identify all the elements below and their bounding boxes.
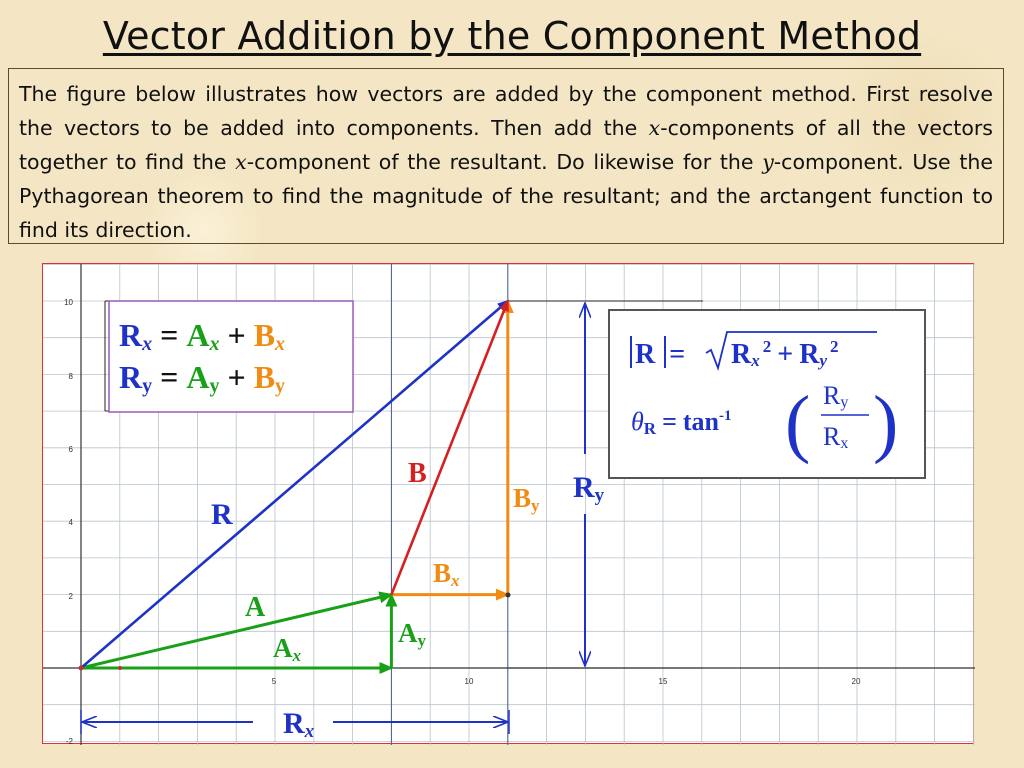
direction-equals: = — [662, 407, 677, 436]
vector-diagram — [42, 263, 974, 744]
label-bx — [433, 558, 460, 590]
sqrt-rx-sub: x — [751, 351, 760, 370]
x-tick-label: 10 — [464, 677, 474, 686]
label-bx-sub: x — [451, 571, 460, 590]
x-tick-label: 20 — [851, 677, 861, 686]
tan-inverse: -1 — [719, 408, 732, 424]
label-ry-sub: y — [594, 485, 605, 506]
label-r: R — [211, 498, 233, 531]
label-by-base: B — [513, 483, 532, 513]
intro-text-box — [8, 68, 1004, 244]
sqrt-sq-1: 2 — [762, 337, 772, 356]
paren-left: ( — [785, 381, 811, 465]
label-ay-base: A — [398, 618, 418, 648]
label-ry — [573, 471, 605, 506]
eq2-b: B — [253, 359, 276, 395]
tick-point — [118, 666, 122, 670]
page-title: Vector Addition by the Component Method — [102, 14, 922, 58]
sqrt-ry: R — [799, 339, 820, 370]
num-sub: y — [840, 394, 849, 411]
label-by-sub: y — [531, 496, 540, 515]
eq2-b-sub: y — [275, 375, 286, 397]
theta: θ — [631, 407, 644, 436]
label-ax-base: A — [273, 633, 293, 663]
eq1-r-sub: x — [142, 333, 153, 355]
origin-point — [79, 666, 84, 671]
eq2-r: R — [119, 359, 143, 395]
label-ay-sub: y — [417, 631, 426, 650]
intro-var-x-2: x — [235, 150, 247, 174]
y-tick-label: 10 — [64, 298, 73, 307]
label-ax — [273, 633, 302, 665]
eq2-equals: = — [160, 359, 179, 395]
y-tick-label: 6 — [68, 445, 73, 454]
intro-part-4: -component. Use the Pythagorean theorem to find the magnitude of the resultant; and the arctangent function to find its direction. — [19, 150, 993, 242]
eq2-a-sub: y — [209, 375, 220, 397]
paren-right: ) — [873, 381, 899, 465]
x-tick-label: 15 — [658, 677, 668, 686]
sum-equations-box — [109, 301, 353, 412]
eq1-a-sub: x — [209, 333, 220, 355]
label-ay — [398, 618, 427, 650]
y-tick-label: 4 — [68, 518, 73, 527]
sqrt-plus: + — [777, 339, 794, 370]
bx-end-point — [506, 593, 511, 598]
sqrt-ry-sub: y — [819, 351, 827, 370]
label-b: B — [408, 458, 427, 489]
eq1-a: A — [186, 317, 210, 353]
vector-diagram-svg — [43, 264, 975, 745]
eq2-plus: + — [227, 359, 246, 395]
num-r: R — [823, 381, 841, 410]
den-sub: x — [840, 435, 849, 452]
sqrt-rx: R — [731, 339, 752, 370]
intro-paragraph — [19, 77, 993, 247]
sqrt-sq-2: 2 — [829, 337, 839, 356]
eq1-plus: + — [227, 317, 246, 353]
mag-r: R — [635, 339, 656, 370]
y-tick-label: 8 — [68, 372, 73, 381]
x-tick-label: 5 — [271, 677, 277, 686]
label-ax-sub: x — [292, 646, 301, 665]
label-by — [513, 483, 540, 515]
theta-sub: R — [643, 419, 657, 438]
tan-label: tan — [682, 407, 720, 436]
eq1-b: B — [253, 317, 276, 353]
intro-part-2: -components of all the vectors together to find the — [19, 116, 993, 174]
label-a: A — [245, 592, 266, 623]
formula-box — [609, 310, 925, 478]
label-rx — [283, 707, 315, 742]
eq1-b-sub: x — [275, 333, 286, 355]
intro-part-3: -component of the resultant. Do likewise for the — [246, 150, 763, 174]
intro-var-y: y — [762, 150, 774, 174]
eq1-equals: = — [160, 317, 179, 353]
label-rx-base: R — [283, 707, 305, 740]
y-tick-label: 2 — [68, 592, 73, 601]
y-tick-label: -2 — [65, 737, 73, 745]
intro-var-x-1: x — [648, 116, 661, 140]
den-r: R — [823, 422, 841, 451]
mag-equals: = — [669, 339, 686, 370]
label-ry-base: R — [573, 471, 595, 504]
label-rx-sub: x — [304, 721, 315, 742]
eq2-r-sub: y — [142, 375, 153, 397]
intro-part-1: The figure below illustrates how vectors are added by the component method. First resolve the vectors to be added into components. Then add the — [19, 82, 993, 140]
eq2-a: A — [186, 359, 210, 395]
label-bx-base: B — [433, 558, 452, 588]
eq1-r: R — [119, 317, 143, 353]
